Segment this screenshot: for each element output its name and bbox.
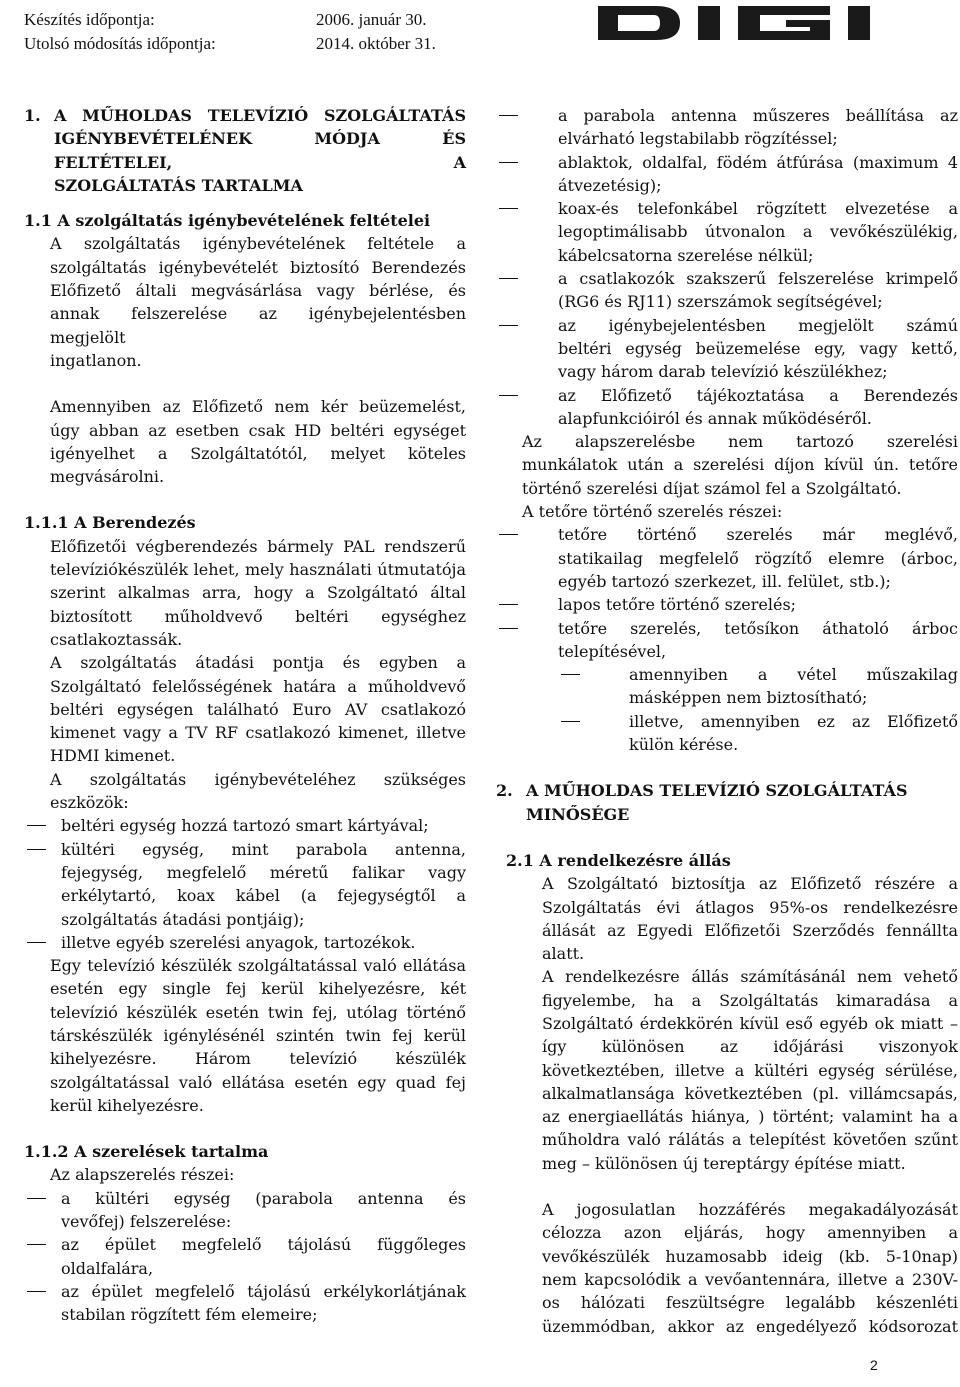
dash-bullet <box>496 593 558 616</box>
list-item-line: tetőre szerelés, tetősíkon áthatoló árboc <box>558 618 958 638</box>
section-1-number: 1. <box>24 106 41 125</box>
list-item <box>24 1280 466 1327</box>
list-item-line: külön kérése. <box>629 735 739 755</box>
dash-bullet <box>558 663 629 710</box>
list-item-line: a kültéri egység (parabola antenna és <box>61 1188 466 1208</box>
paragraph-line: kimenet vagy a TV RF csatlakozó kimenet, illetve <box>50 723 466 743</box>
list-item-line: beltéri egység hozzá tartozó smart kártyával; <box>61 816 429 836</box>
dash-bullet <box>24 814 61 837</box>
list-item-line: stabilan rögzített fém elemeire; <box>61 1305 318 1325</box>
paragraph-line: A szolgáltatás igénybevételének feltétele a <box>50 234 466 254</box>
paragraph-line: alatt. <box>542 944 585 964</box>
paragraph-line: biztosított műholdvevő beltéri egységhez <box>50 606 466 626</box>
list-item-line: legoptimálisabb útvonalon a vevőkészülékig, <box>558 222 958 242</box>
section-2-number: 2. <box>496 781 513 801</box>
section-2-title-line: MINŐSÉGE <box>526 804 630 824</box>
list-item-line: egyéb tartozó szerkezet, ill. felület, stb.); <box>558 571 891 591</box>
dash-bullet <box>24 1233 61 1280</box>
list-item-line: amennyiben a vétel műszakilag <box>629 665 958 685</box>
paragraph-line: szerint alkalmas arra, hogy a Szolgáltató által <box>50 583 466 603</box>
paragraph-line: műholdra való rálátás a telepítést követően szűnt <box>542 1130 958 1150</box>
page-number: 2 <box>870 1357 878 1373</box>
dash-bullet <box>24 838 61 931</box>
list-item-line: a parabola antenna műszeres beállítása az <box>558 106 958 125</box>
paragraph-line: az energiaellátás hiánya, ) történt; valamint ha a <box>542 1107 958 1127</box>
list-item <box>24 931 466 954</box>
dash-bullet <box>496 523 558 593</box>
list-item <box>496 617 958 664</box>
list-item <box>496 151 958 198</box>
list-item <box>496 197 958 267</box>
paragraph-line: os hálózati feszültségre legalább készenléti <box>542 1293 958 1313</box>
list-item <box>24 814 466 837</box>
paragraph-line: munkálatok után a szerelési díjon kívül ún. tetőre <box>522 455 958 475</box>
paragraph-line: üzemmódban, akkor az engedélyező kódsorozat <box>542 1316 958 1336</box>
dash-bullet <box>496 151 558 198</box>
dash-bullet <box>24 1280 61 1327</box>
list-item-line: illetve egyéb szerelési anyagok, tartozékok. <box>61 932 416 952</box>
list-item-line: vevőfej) felszerelése: <box>61 1212 232 1232</box>
dash-bullet <box>558 710 629 757</box>
paragraph-line: Előfizető általi megvásárlása vagy bérlése, és <box>50 281 466 301</box>
dash-bullet <box>496 384 558 431</box>
subsection-1-1-title: 1.1 A szolgáltatás igénybevételének feltételei <box>24 211 431 231</box>
paragraph-line: állását az Egyedi Előfizetői Szerződés fennállta <box>542 920 958 940</box>
paragraph-line: társkészülék igénylésénél szintén twin fej kerül <box>50 1025 466 1045</box>
list-item-line: az Előfizető tájékoztatása a Berendezés <box>558 385 958 405</box>
paragraph-line: esetén egy single fej kerül kihelyezésre, két <box>50 979 466 999</box>
dash-bullet <box>496 617 558 664</box>
modified-value: 2014. október 31. <box>316 34 436 53</box>
list-item-line: kültéri egység, mint parabola antenna, <box>61 839 466 859</box>
left-column <box>24 104 466 1327</box>
list-item-line: statikailag megfelelő rögzítő elemre (árboc, <box>558 548 958 568</box>
modified-row <box>24 32 564 56</box>
subsection-2-1-heading <box>506 849 958 872</box>
list-item <box>24 838 466 931</box>
paragraph-line: célozza azon eljárás, hogy amennyiben a <box>542 1223 958 1243</box>
paragraph-line: eszközök: <box>50 793 129 813</box>
subsection-2-1-title: 2.1 A rendelkezésre állás <box>506 850 731 870</box>
digi-logo <box>598 4 958 42</box>
list-item-line: illetve, amennyiben ez az Előfizető <box>629 711 958 731</box>
list-item-line: erkélytartó, koax kábel (a fejegységtől a <box>61 886 466 906</box>
list-item <box>24 1187 466 1234</box>
list-item-line: kábelcsatorna szerelése nélkül; <box>558 245 814 265</box>
list-item-line: elvárható legstabilabb rögzítéssel; <box>558 129 838 149</box>
paragraph-line: Amennyiben az Előfizető nem kér beüzemelést, <box>50 397 466 417</box>
paragraph-line: televízió készülék esetén twin fej, utólag történő <box>50 1002 466 1022</box>
paragraph-line: beltéri egységen található Euro AV csatlakozó <box>50 699 466 719</box>
list-item-line: telepítésével, <box>558 641 667 661</box>
paragraph-line: meg – különösen új tereptárgy építése miatt. <box>542 1153 906 1173</box>
list-item-line: vagy három darab televízió készülékhez; <box>558 362 888 382</box>
list-item-line: átvezetésig); <box>558 175 662 195</box>
section-1-title-line: IGÉNYBEVÉTELÉNEK MÓDJA ÉS FELTÉTELEI, A <box>54 129 466 172</box>
section-1-title-line: SZOLGÁLTATÁS TARTALMA <box>54 175 303 195</box>
list-item-line: alapfunkcióiról és annak működéséről. <box>558 408 872 428</box>
section-2-heading <box>496 779 958 826</box>
list-item <box>558 710 958 757</box>
paragraph-line: A szolgáltatás átadási pontja és egyben a <box>50 653 466 673</box>
modified-label: Utolsó módosítás időpontja: <box>24 34 216 53</box>
subsection-1-1-2-title: 1.1.2 A szerelések tartalma <box>24 1142 269 1162</box>
paragraph-line: igényelhet a Szolgáltatótól, melyet köteles <box>50 443 466 463</box>
paragraph-line: így különösen az időjárási viszonyok <box>542 1037 958 1057</box>
list-item-line: koax-és telefonkábel rögzített elvezetése a <box>558 199 958 219</box>
installation-list-continued <box>496 104 958 430</box>
paragraph-line: A tetőre történő szerelés részei: <box>522 502 783 522</box>
right-column <box>496 104 958 1338</box>
section-1-heading <box>24 104 466 197</box>
list-item-line: fejegység, megfelelő méretű falikar vagy <box>61 862 466 882</box>
dash-bullet <box>496 314 558 384</box>
list-item-line: beltéri egység beüzemelése egy, vagy kettő, <box>558 338 958 358</box>
paragraph-line: szolgáltatás igénybevételét biztosító Berendezés <box>50 257 466 277</box>
installation-list <box>24 1187 466 1327</box>
section-1-title-line: A MŰHOLDAS TELEVÍZIÓ SZOLGÁLTATÁS <box>54 106 466 125</box>
list-item-line: az épület megfelelő tájolású függőleges <box>61 1235 466 1255</box>
list-item <box>24 1233 466 1280</box>
dash-bullet <box>24 1187 61 1234</box>
list-item <box>558 663 958 710</box>
paragraph-line: következtében, illetve a kültéri egység sérülése, <box>542 1060 958 1080</box>
list-item-line: (RG6 és RJ11) szerszámok segítségével; <box>558 292 883 312</box>
paragraph-line: Az alapszerelés részei: <box>50 1165 235 1185</box>
dash-bullet <box>496 197 558 267</box>
list-item-line: másképpen nem biztosítható; <box>629 688 868 708</box>
created-row <box>24 8 564 32</box>
paragraph-line: csatlakoztassák. <box>50 629 183 649</box>
paragraph-line: A rendelkezésre állás számításánál nem vehető <box>542 967 958 987</box>
list-item <box>496 314 958 384</box>
paragraph-line: nem kapcsolódik a vevőantennára, illetve a 230V- <box>542 1269 958 1289</box>
roof-sub-list <box>558 663 958 756</box>
paragraph-line: Szolgáltató felelősségének határa a műholdvevő <box>50 676 466 696</box>
dash-bullet <box>496 104 558 151</box>
list-item-line: lapos tetőre történő szerelés; <box>558 595 797 615</box>
roof-installation-list <box>496 523 958 756</box>
paragraph-line: figyelembe, ha a Szolgáltatás kimaradása a <box>542 990 958 1010</box>
created-label: Készítés időpontja: <box>24 10 155 29</box>
created-value: 2006. január 30. <box>316 10 427 29</box>
paragraph-line: A szolgáltatás igénybevételéhez szükséges <box>50 769 466 789</box>
paragraph-line: Szolgáltató érdekkörén kívül eső egyéb ok miatt – <box>542 1013 958 1033</box>
list-item-line: ablaktok, oldalfal, födém átfúrása (maximum 4 <box>558 152 958 172</box>
paragraph-line: Előfizetői végberendezés bármely PAL rendszerű <box>50 536 466 556</box>
list-item-line: a csatlakozók szakszerű felszerelése krimpelő <box>558 269 958 289</box>
list-item <box>496 523 958 593</box>
dash-bullet <box>496 267 558 314</box>
paragraph-line: televíziókészülék lehet, mely használati útmutatója <box>50 560 466 580</box>
paragraph-line: megvásárolni. <box>50 467 165 487</box>
paragraph-line: alkalmatlansága következtében (pl. villámcsapás, <box>542 1083 958 1103</box>
list-item <box>496 384 958 431</box>
paragraph-line: úgy abban az esetben csak HD beltéri egységet <box>50 420 466 440</box>
paragraph-line: kihelyezésre. Három televízió készülék <box>50 1049 466 1069</box>
section-2-title-line: A MŰHOLDAS TELEVÍZIÓ SZOLGÁLTATÁS <box>526 781 908 801</box>
list-item <box>496 593 958 616</box>
dash-bullet <box>24 931 61 954</box>
paragraph-line: ingatlanon. <box>50 350 142 370</box>
list-item-line: az épület megfelelő tájolású erkélykorlátjának <box>61 1281 466 1301</box>
paragraph-line: A jogosulatlan hozzáférés megakadályozását <box>542 1200 958 1220</box>
paragraph-line: vevőkészülék huzamosabb ideig (kb. 5-10nap) <box>542 1246 958 1266</box>
paragraph-line: történő szerelési díjat számol fel a Szolgáltató. <box>522 478 902 498</box>
paragraph-line: annak felszerelése az igénybejelentésben megjelölt <box>50 304 466 347</box>
paragraph-line: Az alapszerelésbe nem tartozó szerelési <box>522 432 958 452</box>
paragraph-line: szolgáltatással való ellátása esetén egy quad fej <box>50 1072 466 1092</box>
paragraph-line: HDMI kimenet. <box>50 746 176 766</box>
paragraph-line: A Szolgáltató biztosítja az Előfizető részére a <box>542 874 958 894</box>
paragraph-line: Szolgáltatás évi átlagos 95%-os rendelkezésre <box>542 897 958 917</box>
paragraph-line: Egy televízió készülék szolgáltatással való ellátása <box>50 956 466 976</box>
list-item-line: szolgáltatás átadási pontjáig); <box>61 909 305 929</box>
subsection-1-1-1-title: 1.1.1 A Berendezés <box>24 513 196 533</box>
list-item <box>496 267 958 314</box>
list-item-line: oldalfalára, <box>61 1258 154 1278</box>
document-header <box>24 8 564 56</box>
list-item <box>496 104 958 151</box>
list-item-line: tetőre történő szerelés már meglévő, <box>558 525 958 545</box>
list-item-line: az igénybejelentésben megjelölt számú <box>558 315 958 335</box>
equipment-list <box>24 814 466 954</box>
paragraph-line: kerül kihelyezésre. <box>50 1095 204 1115</box>
